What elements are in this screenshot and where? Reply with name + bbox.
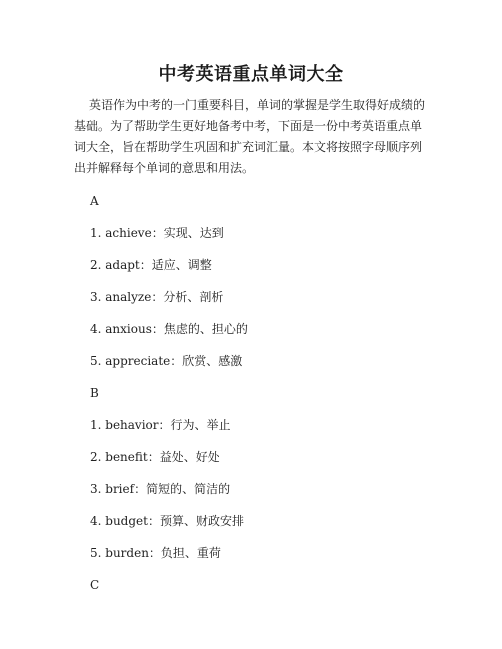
word-entry: 1. behavior：行为、举止	[90, 418, 231, 432]
intro-paragraph	[74, 95, 431, 179]
word-entry: 5. burden：负担、重荷	[90, 546, 221, 560]
word-entry: 4. anxious：焦虑的、担心的	[90, 322, 248, 336]
document-title: 中考英语重点单词大全	[158, 64, 344, 85]
word-entry: 4. budget：预算、财政安排	[90, 514, 244, 528]
intro-text: 英语作为中考的一门重要科目，单词的掌握是学生取得好成绩的基础。为了帮助学生更好地备考中考，下面是一份中考英语重点单词大全，旨在帮助学生巩固和扩充词汇量。本文将按照字母顺序列出并解释每个单词的意思和用法。	[74, 98, 426, 175]
word-entry: 1. achieve：实现、达到	[90, 226, 224, 240]
word-entry: 2. benefit：益处、好处	[90, 450, 220, 464]
word-entry: 3. brief：简短的、简洁的	[90, 482, 231, 496]
word-entry: 2. adapt：适应、调整	[90, 258, 212, 272]
section-heading-c: C	[90, 578, 100, 592]
word-list	[90, 193, 248, 609]
word-entry: 3. analyze：分析、剖析	[90, 290, 224, 304]
section-heading-b: B	[90, 386, 99, 400]
section-heading-a: A	[90, 194, 99, 208]
word-entry: 5. appreciate：欣赏、感激	[90, 354, 243, 368]
